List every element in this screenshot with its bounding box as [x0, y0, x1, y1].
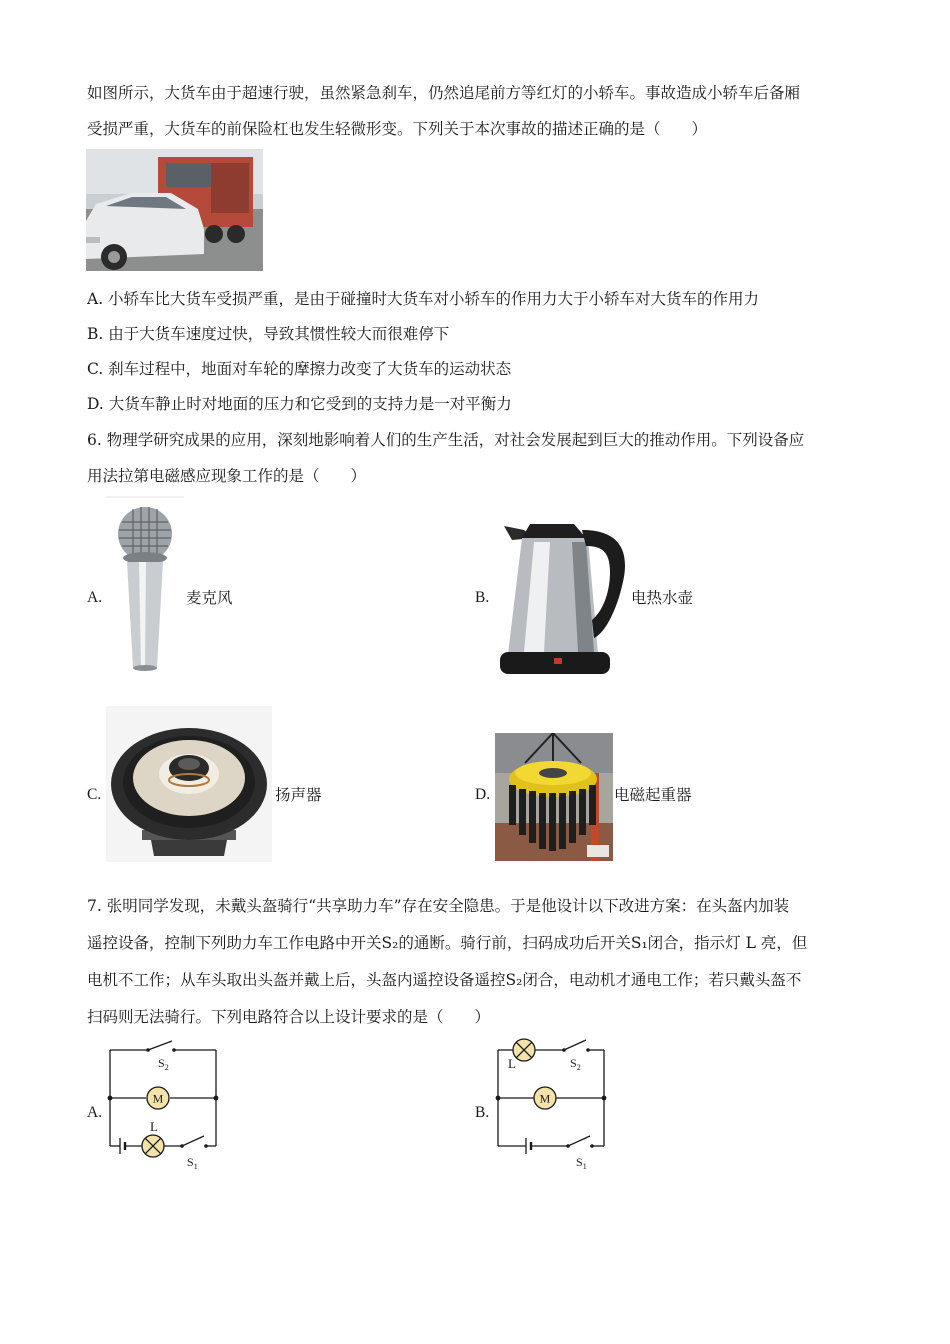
lamp-a-label: L — [150, 1119, 158, 1134]
svg-text:S1 — [187, 1155, 198, 1171]
loudspeaker-image — [106, 706, 272, 862]
q7-option-b-letter: B. — [475, 1104, 490, 1121]
circuit-diagram-a — [100, 1036, 230, 1172]
svg-text:S2 — [570, 1056, 581, 1072]
circuit-diagram-b — [488, 1034, 618, 1174]
q5-option-d: D. 大货车静止时对地面的压力和它受到的支持力是一对平衡力 — [87, 395, 512, 413]
q6-stem-line-1: 6. 物理学研究成果的应用，深刻地影响着人们的生产生活，对社会发展起到巨大的推动作用。下列设备应 — [87, 431, 805, 449]
q5-option-c: C. 刹车过程中，地面对车轮的摩擦力改变了大货车的运动状态 — [87, 360, 512, 378]
accident-photo — [86, 149, 263, 271]
q6-option-c-caption: 扬声器 — [275, 786, 322, 804]
q5-option-a: A. 小轿车比大货车受损严重，是由于碰撞时大货车对小轿车的作用力大于小轿车对大货车的作用力 — [87, 290, 760, 308]
q6-option-d-caption: 电磁起重器 — [614, 786, 692, 804]
q5-stem-line-2: 受损严重，大货车的前保险杠也发生轻微形变。下列关于本次事故的描述正确的是（ ） — [87, 120, 708, 138]
switch-s2-b-label: S — [570, 1056, 577, 1070]
svg-text:S1 — [576, 1155, 587, 1171]
switch-s1-a-label: S — [187, 1155, 194, 1169]
q7-stem-line-2: 遥控设备，控制下列助力车工作电路中开关S₂的通断。骑行前，扫码成功后开关S₁闭合，指示灯 L 亮，但 — [87, 934, 808, 952]
switch-s2-a-label: S — [158, 1056, 165, 1070]
q7-option-a-letter: A. — [87, 1104, 103, 1121]
q7-stem-line-4: 扫码则无法骑行。下列电路符合以上设计要求的是（ ） — [87, 1008, 491, 1026]
motor-b-label: M — [539, 1091, 551, 1106]
q6-option-b-caption: 电热水壶 — [631, 589, 694, 607]
q7-stem-line-3: 电机不工作；从车头取出头盔并戴上后，头盔内遥控设备遥控S₂闭合，电动机才通电工作；若只戴头盔不 — [87, 971, 802, 989]
electromagnetic-crane-image — [495, 733, 613, 861]
q6-stem-line-2: 用法拉第电磁感应现象工作的是（ ） — [87, 467, 367, 485]
svg-text:S2 — [158, 1056, 169, 1072]
q6-option-a-letter: A. — [87, 589, 103, 606]
q6-option-b-letter: B. — [475, 589, 490, 606]
q6-option-c-letter: C. — [87, 786, 102, 803]
q5-stem-line-1: 如图所示，大货车由于超速行驶，虽然紧急刹车，仍然追尾前方等红灯的小轿车。事故造成小轿车后备厢 — [87, 84, 801, 102]
switch-s1-b-label: S — [576, 1155, 583, 1169]
q6-option-d-letter: D. — [475, 786, 491, 803]
switch-s2-b-subscript: 2 — [576, 1063, 581, 1072]
q6-option-a-caption: 麦克风 — [186, 589, 233, 607]
lamp-b-label: L — [508, 1056, 516, 1071]
switch-s1-a-subscript: 1 — [193, 1162, 198, 1171]
q5-option-b: B. 由于大货车速度过快，导致其惯性较大而很难停下 — [87, 325, 450, 343]
switch-s2-a-subscript: 2 — [164, 1063, 169, 1072]
microphone-image — [106, 496, 184, 676]
electric-kettle-image — [494, 516, 630, 680]
q7-stem-line-1: 7. 张明同学发现，未戴头盔骑行“共享助力车”存在安全隐患。于是他设计以下改进方案：在头盔内加装 — [87, 897, 790, 915]
switch-s1-b-subscript: 1 — [582, 1162, 587, 1171]
motor-a-label: M — [152, 1091, 164, 1106]
